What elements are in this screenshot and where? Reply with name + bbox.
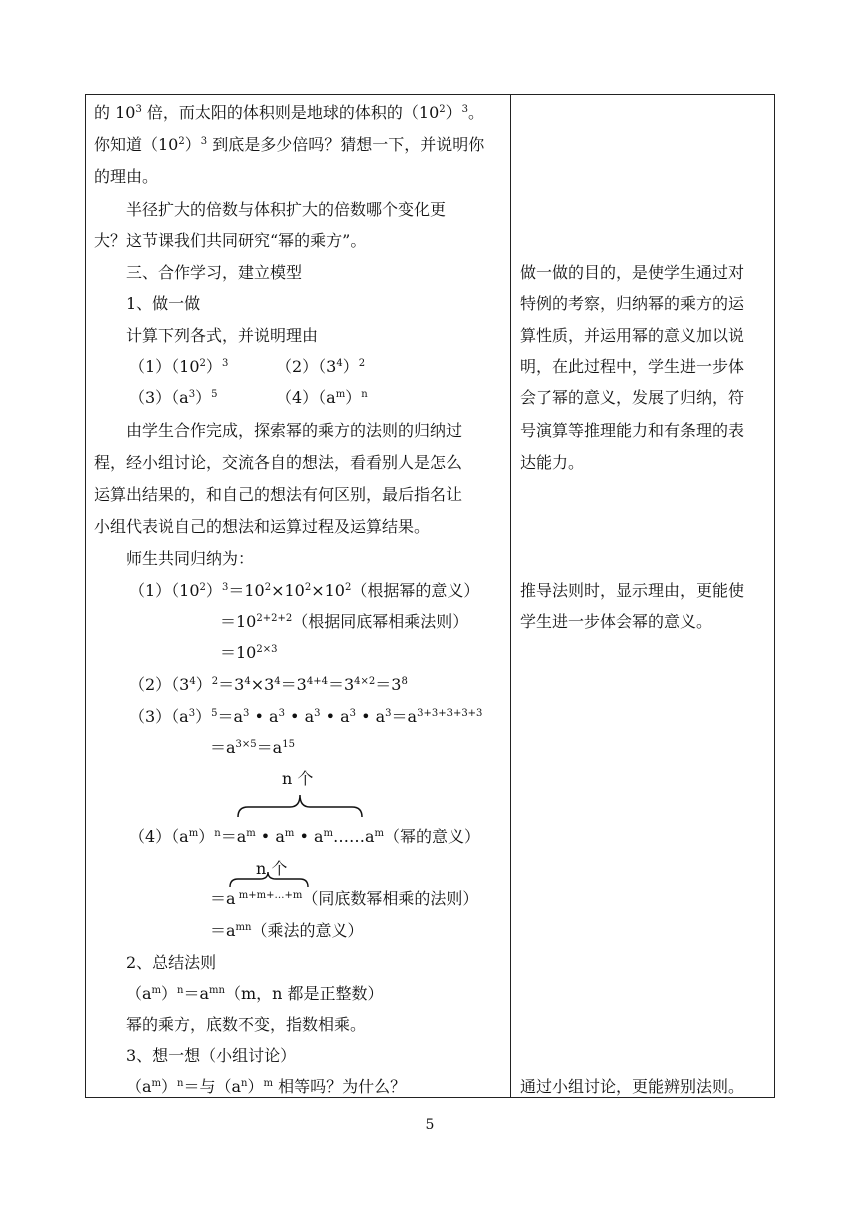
- discussion-question: $(a^m)^n=$与$(a^n)^m$ 相等吗？为什么？: [126, 1077, 407, 1096]
- note-1-line-3: 算性质，并运用幂的意义加以说: [520, 326, 745, 345]
- intro-line-2: 你知道$(10^2)^3$ 到底是多少倍吗？猜想一下，并说明你: [94, 135, 485, 154]
- derivation-3-step-2: $=a^{3\times 5}=a^{15}$: [210, 738, 295, 757]
- note-1-line-2: 特例的考察，归纳幂的乘方的运: [520, 294, 745, 313]
- page-number: 5: [425, 1117, 435, 1133]
- brace-top: [236, 793, 364, 819]
- step-2-heading: 2、总结法则: [126, 953, 217, 972]
- derivation-1-step-3: $=10^{2\times 3}$: [220, 643, 278, 662]
- exercise-2: $(2)(3^4)^2$: [276, 357, 366, 376]
- n-count-label-top: n 个: [282, 769, 314, 788]
- collab-line-2: 程，经小组讨论，交流各自的想法，看看别人是怎么: [94, 453, 463, 472]
- step-1-heading: 1、做一做: [126, 294, 201, 313]
- note-3: 通过小组讨论，更能辨别法则。: [520, 1077, 745, 1096]
- derivation-4-step-2: ＝a $^{m+m+\dots+m}$（同底数幂相乘的法则）: [210, 889, 479, 908]
- derivation-1-step-2: $=10^{2+2+2}$（根据同底幂相乘法则）: [220, 612, 469, 631]
- note-1-line-4: 明，在此过程中，学生进一步体: [520, 357, 745, 376]
- section-heading: 三、合作学习，建立模型: [126, 263, 303, 282]
- intro-line-3: 的理由。: [94, 167, 159, 186]
- intro-line-1: 的 $10^3$ 倍，而太阳的体积则是地球的体积的$(10^2)^3$。: [94, 103, 485, 122]
- calc-intro: 计算下列各式，并说明理由: [126, 326, 319, 345]
- note-1-line-5: 会了幂的意义，发展了归纳，符: [520, 388, 745, 407]
- derivation-4-step-3: $=a^{mn}$（乘法的意义）: [210, 921, 364, 940]
- intro-line-4: 半径扩大的倍数与体积扩大的倍数哪个变化更: [126, 200, 447, 219]
- column-divider: [510, 95, 511, 1097]
- exercise-3: $(3)(a^3)^5$: [129, 388, 218, 407]
- exercise-4: $(4)(a^m)^n$: [276, 388, 368, 407]
- n-count-label-bottom: n 个: [256, 859, 288, 878]
- lesson-table: [85, 94, 775, 1098]
- note-2-line-1: 推导法则时，显示理由，更能使: [520, 581, 745, 600]
- note-1-line-1: 做一做的目的，是使学生通过对: [520, 263, 745, 282]
- exercise-1: $(1)(10^2)^3$: [129, 357, 229, 376]
- rule-text: 幂的乘方，底数不变，指数相乘。: [126, 1015, 367, 1034]
- note-1-line-6: 号演算等推理能力和有条理的表: [520, 421, 745, 440]
- collab-line-1: 由学生合作完成，探索幂的乘方的法则的归纳过: [126, 421, 463, 440]
- collab-line-3: 运算出结果的，和自己的想法有何区别，最后指名让: [94, 485, 463, 504]
- intro-line-5: 大？这节课我们共同研究“幂的乘方”。: [94, 231, 367, 250]
- note-1-line-7: 达能力。: [520, 453, 585, 472]
- summary-intro: 师生共同归纳为：: [126, 549, 255, 568]
- note-2-line-2: 学生进一步体会幂的意义。: [520, 612, 713, 631]
- derivation-2: $(2)(3^4)^2=3^4\times 3^4=3^{4+4}=3^{4\times 2}=3^8$: [129, 675, 408, 694]
- rule-formula: $(a^m)^n=a^{mn}(m$，n 都是正整数）: [126, 984, 384, 1003]
- derivation-4: $(4)(a^m)^n=a^m$ • $a^m$ • $a^m\dots\dots a^m$（幂的意义）: [129, 827, 481, 846]
- collab-line-4: 小组代表说自己的想法和运算过程及运算结果。: [94, 517, 431, 536]
- derivation-3: $(3)(a^3)^5=a^3$ • $a^3$ • $a^3$ • $a^3$ • $a^3=a^{3+3+3+3+3}$: [129, 707, 483, 726]
- derivation-1: $(1)(10^2)^3=10^2\times 10^2\times 10^2$（根据幂的意义）: [129, 581, 480, 600]
- step-3-heading: 3、想一想（小组讨论）: [126, 1046, 297, 1065]
